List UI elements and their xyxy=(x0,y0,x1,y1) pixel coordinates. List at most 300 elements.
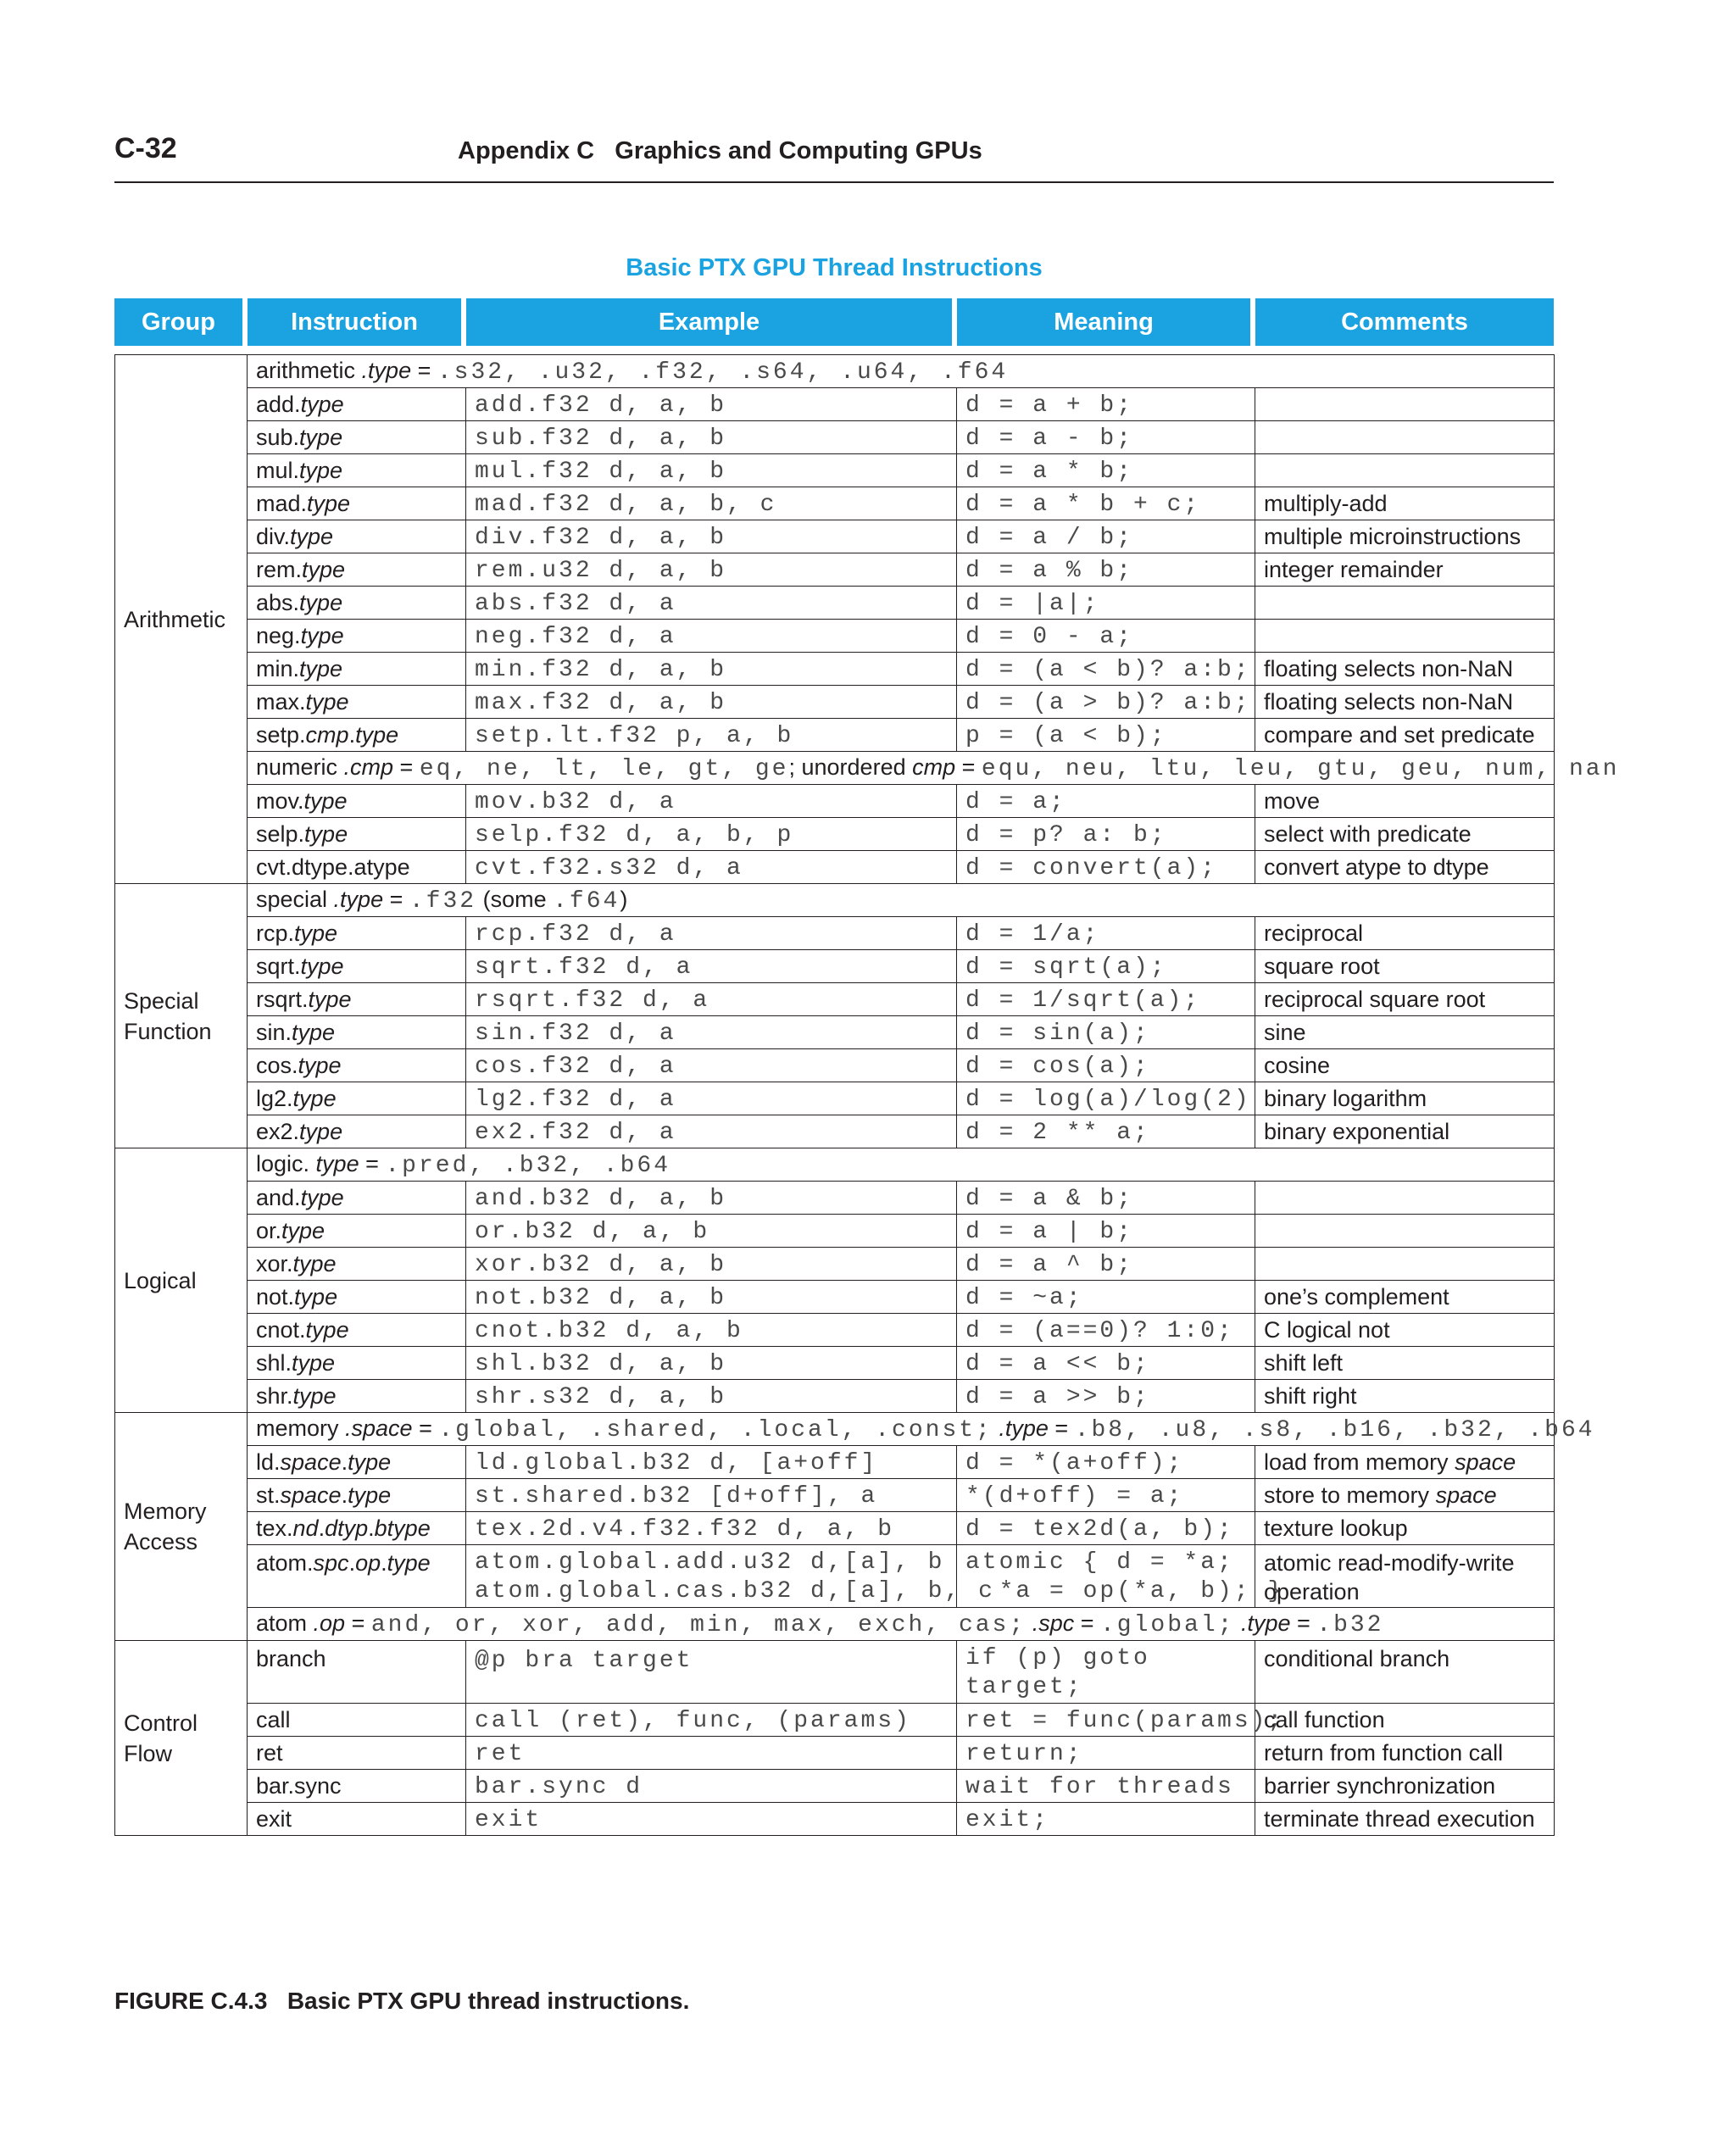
meaning-cell xyxy=(957,520,1255,553)
group-cell: Logical xyxy=(115,1148,248,1413)
meaning-cell xyxy=(957,1347,1255,1380)
example-text: sin.f32 d, a xyxy=(475,1020,676,1047)
example-cell xyxy=(466,1770,957,1803)
table-row xyxy=(115,421,1555,454)
meaning-cell xyxy=(957,1248,1255,1281)
instruction-cell xyxy=(248,983,466,1016)
text-run: type xyxy=(307,491,351,516)
text-run: type xyxy=(294,920,338,946)
instruction-cell xyxy=(248,421,466,454)
instruction-cell xyxy=(248,1803,466,1836)
text-run: not. xyxy=(256,1284,295,1310)
text-run: and. xyxy=(256,1185,301,1210)
example-text: abs.f32 d, a xyxy=(475,590,676,617)
text-run: = xyxy=(383,886,409,912)
table-row xyxy=(115,1281,1555,1314)
text-run: setp. xyxy=(256,722,306,748)
example-cell xyxy=(466,1182,957,1215)
meaning-cell xyxy=(957,1545,1285,1608)
meaning-text: d = a % b; xyxy=(965,557,1134,584)
instruction-cell xyxy=(248,520,466,553)
table-row xyxy=(115,1479,1555,1512)
example-text: st.shared.b32 [d+off], a xyxy=(475,1482,878,1510)
text-run: equ, neu, ltu, leu, gtu, geu, num, nan xyxy=(981,755,1620,782)
text-run: ; unordered xyxy=(788,754,913,780)
comment-cell: reciprocal square root xyxy=(1255,983,1555,1016)
text-run: type xyxy=(299,425,343,450)
column-header-example: Example xyxy=(466,298,952,346)
example-text: shl.b32 d, a, b xyxy=(475,1350,727,1377)
text-run: xor. xyxy=(256,1251,293,1276)
text-run: .b32 xyxy=(1316,1611,1384,1638)
comment-cell: select with predicate xyxy=(1255,818,1555,851)
text-run: btype xyxy=(374,1515,431,1541)
example-text: max.f32 d, a, b xyxy=(475,689,727,716)
meaning-text: d = a - b; xyxy=(965,425,1134,452)
table-row xyxy=(115,1704,1555,1737)
text-run: mov. xyxy=(256,788,304,814)
meaning-cell xyxy=(957,917,1255,950)
meaning-cell xyxy=(957,983,1255,1016)
example-cell xyxy=(466,1347,957,1380)
cell-line: *a = op(*a, b); } xyxy=(965,1578,1285,1604)
meaning-text: d = (a > b)? a:b; xyxy=(965,689,1251,716)
cell-line: target; xyxy=(965,1674,1083,1700)
comment-cell xyxy=(1255,454,1555,487)
example-text: neg.f32 d, a xyxy=(475,623,676,650)
cell-line: if (p) goto xyxy=(965,1645,1150,1671)
text-run: exit xyxy=(256,1806,292,1832)
example-text: xor.b32 d, a, b xyxy=(475,1251,727,1278)
table-row xyxy=(115,1182,1555,1215)
running-title: Appendix C Graphics and Computing GPUs xyxy=(458,137,982,164)
example-cell xyxy=(466,653,957,686)
example-text: tex.2d.v4.f32.f32 d, a, b xyxy=(475,1515,895,1543)
example-text: exit xyxy=(475,1806,542,1833)
instruction-cell xyxy=(248,1347,466,1380)
text-run: .b8, .u8, .s8, .b16, .b32, .b64 xyxy=(1074,1416,1595,1443)
type-spec-cell xyxy=(248,1413,1595,1446)
meaning-cell xyxy=(957,1314,1255,1347)
example-cell xyxy=(466,686,957,719)
comment-cell: binary logarithm xyxy=(1255,1082,1555,1115)
text-run: cmp xyxy=(305,722,349,748)
instruction-cell xyxy=(248,917,466,950)
text-run: type xyxy=(303,788,348,814)
example-cell xyxy=(466,620,957,653)
meaning-text: d = p? a: b; xyxy=(965,821,1167,848)
table-row xyxy=(115,1446,1555,1479)
example-cell xyxy=(466,587,957,620)
text-run: logic. xyxy=(256,1150,316,1176)
meaning-text: d = log(a)/log(2) xyxy=(965,1086,1251,1113)
example-text: not.b32 d, a, b xyxy=(475,1284,727,1311)
meaning-cell xyxy=(957,1512,1255,1545)
text-run: type xyxy=(305,689,349,715)
table-row xyxy=(115,1641,1555,1704)
text-run: add. xyxy=(256,392,301,417)
meaning-text: d = cos(a); xyxy=(965,1053,1150,1080)
text-run: = xyxy=(411,357,437,383)
text-run: type xyxy=(387,1550,431,1576)
comment-cell: multiply-add xyxy=(1255,487,1555,520)
comment-cell xyxy=(1255,421,1555,454)
type-spec-row xyxy=(115,355,1555,388)
text-run: ret xyxy=(256,1740,283,1766)
example-cell xyxy=(466,1380,957,1413)
text-run: = xyxy=(1074,1610,1100,1636)
text-run: rem. xyxy=(256,557,302,582)
text-run: type xyxy=(302,557,346,582)
example-text: cos.f32 d, a xyxy=(475,1053,676,1080)
page-number: C-32 xyxy=(114,132,177,164)
text-run: and, or, xor, add, min, max, exch, cas; xyxy=(370,1611,1027,1638)
meaning-text: d = 2 ** a; xyxy=(965,1119,1150,1146)
meaning-text: d = sin(a); xyxy=(965,1020,1150,1047)
text-run: type xyxy=(300,392,344,417)
instruction-cell xyxy=(248,587,466,620)
text-run: = xyxy=(393,754,420,780)
meaning-cell xyxy=(957,1479,1255,1512)
meaning-text: d = a + b; xyxy=(965,392,1134,419)
comment-cell: move xyxy=(1255,785,1555,818)
text-run: branch xyxy=(256,1646,326,1671)
example-cell xyxy=(466,388,957,421)
meaning-text: d = a ^ b; xyxy=(965,1251,1134,1278)
comment-cell: sine xyxy=(1255,1016,1555,1049)
comment-cell xyxy=(1255,587,1555,620)
meaning-text: d = a / b; xyxy=(965,524,1134,551)
comment-cell xyxy=(1255,1182,1555,1215)
table-row xyxy=(115,1512,1555,1545)
text-run: type xyxy=(299,458,343,483)
text-run: space xyxy=(280,1482,342,1508)
text-run: .pred, .b32, .b64 xyxy=(385,1152,671,1179)
type-spec-row xyxy=(115,1608,1555,1641)
table-row xyxy=(115,851,1555,884)
example-cell xyxy=(466,1248,957,1281)
text-run: space xyxy=(1435,1482,1497,1508)
text-run: nd xyxy=(292,1515,319,1541)
example-cell xyxy=(466,1512,957,1545)
example-cell xyxy=(466,487,957,520)
table-row xyxy=(115,1803,1555,1836)
example-text: setp.lt.f32 p, a, b xyxy=(475,722,794,749)
text-run: type xyxy=(304,821,348,847)
text-run: type xyxy=(299,590,343,615)
example-cell xyxy=(466,1446,957,1479)
text-run: sqrt. xyxy=(256,954,301,979)
meaning-text: d = *(a+off); xyxy=(965,1449,1184,1476)
instruction-cell xyxy=(248,1737,466,1770)
meaning-text: return; xyxy=(965,1740,1083,1767)
type-spec-row xyxy=(115,752,1555,785)
text-run: eq, ne, lt, le, gt, ge xyxy=(419,755,789,782)
meaning-cell xyxy=(957,1704,1285,1737)
example-text: ld.global.b32 d, [a+off] xyxy=(475,1449,878,1476)
instruction-cell xyxy=(248,1115,466,1148)
example-text: lg2.f32 d, a xyxy=(475,1086,676,1113)
text-run: rcp. xyxy=(256,920,295,946)
text-run: type xyxy=(300,954,344,979)
text-run: ex2. xyxy=(256,1119,300,1144)
example-cell xyxy=(466,1314,957,1347)
text-run: op xyxy=(355,1550,381,1576)
cell-line: atom.global.cas.b32 d,[a], b, c xyxy=(475,1578,995,1604)
example-cell xyxy=(466,553,957,587)
text-run: type xyxy=(348,1449,392,1475)
meaning-text: d = 1/sqrt(a); xyxy=(965,987,1201,1014)
text-run: lg2. xyxy=(256,1086,293,1111)
example-cell xyxy=(466,1737,957,1770)
meaning-cell xyxy=(957,454,1255,487)
instruction-cell xyxy=(248,1182,466,1215)
meaning-cell xyxy=(957,1016,1255,1049)
page-header xyxy=(114,129,1554,183)
table-body xyxy=(115,355,1620,1836)
example-text: cnot.b32 d, a, b xyxy=(475,1317,743,1344)
text-run: .type xyxy=(1240,1610,1291,1636)
type-spec-row xyxy=(115,884,1555,917)
instruction-cell xyxy=(248,1049,466,1082)
comment-cell: C logical not xyxy=(1255,1314,1555,1347)
table-row xyxy=(115,587,1555,620)
comment-cell: return from function call xyxy=(1255,1737,1555,1770)
example-cell xyxy=(466,719,957,752)
comment-cell: floating selects non-NaN xyxy=(1255,686,1555,719)
text-run: . xyxy=(318,1515,326,1541)
text-run: = xyxy=(1048,1415,1075,1441)
text-run xyxy=(1026,1610,1032,1636)
text-run: . xyxy=(381,1550,387,1576)
comment-cell: shift left xyxy=(1255,1347,1555,1380)
meaning-cell xyxy=(957,719,1255,752)
text-run: .global, .shared, .local, .const; xyxy=(438,1416,993,1443)
text-run: memory xyxy=(256,1415,346,1441)
cell-line: atom.global.add.u32 d,[a], b xyxy=(475,1549,945,1576)
example-text: ret xyxy=(475,1740,526,1767)
text-run: . xyxy=(348,722,356,748)
comment-cell: integer remainder xyxy=(1255,553,1555,587)
example-cell xyxy=(466,818,957,851)
text-run: spc xyxy=(313,1550,349,1576)
meaning-text: d = a >> b; xyxy=(965,1383,1150,1410)
text-run: selp. xyxy=(256,821,305,847)
meaning-cell xyxy=(957,1803,1255,1836)
meaning-cell xyxy=(957,421,1255,454)
type-spec-cell xyxy=(248,752,1620,785)
example-cell xyxy=(466,1545,995,1608)
example-text: sqrt.f32 d, a xyxy=(475,954,693,981)
instruction-cell xyxy=(248,620,466,653)
text-run: .spc xyxy=(1032,1610,1075,1636)
meaning-cell xyxy=(957,1115,1255,1148)
meaning-text: *(d+off) = a; xyxy=(965,1482,1184,1510)
text-run: tex. xyxy=(256,1515,293,1541)
example-text: selp.f32 d, a, b, p xyxy=(475,821,794,848)
type-spec-cell xyxy=(248,1148,1555,1182)
text-run: type xyxy=(299,656,343,681)
meaning-cell xyxy=(957,950,1255,983)
meaning-text: d = ~a; xyxy=(965,1284,1083,1311)
meaning-text: d = a; xyxy=(965,788,1066,815)
table-row xyxy=(115,487,1555,520)
instruction-cell xyxy=(248,686,466,719)
table-row xyxy=(115,454,1555,487)
text-run: type xyxy=(308,987,352,1012)
meaning-cell xyxy=(957,1281,1255,1314)
example-cell xyxy=(466,785,957,818)
example-text: shr.s32 d, a, b xyxy=(475,1383,727,1410)
comment-cell xyxy=(1255,1446,1555,1479)
instruction-cell xyxy=(248,388,466,421)
comment-cell xyxy=(1255,620,1555,653)
text-run: type xyxy=(300,623,344,648)
meaning-text: d = a | b; xyxy=(965,1218,1134,1245)
example-text: sub.f32 d, a, b xyxy=(475,425,727,452)
text-run: .cmp xyxy=(343,754,394,780)
example-cell xyxy=(466,1479,957,1512)
table-row xyxy=(115,818,1555,851)
text-run: arithmetic xyxy=(256,357,362,383)
meaning-text: d = convert(a); xyxy=(965,854,1218,881)
meaning-cell xyxy=(957,818,1255,851)
instruction-cell xyxy=(248,1641,466,1704)
table-row xyxy=(115,1314,1555,1347)
meaning-text: d = 1/a; xyxy=(965,920,1100,948)
instruction-cell xyxy=(248,1512,466,1545)
text-run: .f64 xyxy=(553,887,620,915)
instruction-cell xyxy=(248,1479,466,1512)
text-run: type xyxy=(305,1317,349,1343)
instruction-cell xyxy=(248,1770,466,1803)
instruction-cell xyxy=(248,851,466,884)
example-cell xyxy=(466,1704,957,1737)
text-run: shl. xyxy=(256,1350,292,1376)
table-row xyxy=(115,983,1555,1016)
cell-line: atomic { d = *a; xyxy=(965,1549,1234,1576)
table-row xyxy=(115,917,1555,950)
example-text: ex2.f32 d, a xyxy=(475,1119,676,1146)
text-run: store to memory xyxy=(1264,1482,1436,1508)
instruction-cell xyxy=(248,553,466,587)
text-run: cnot. xyxy=(256,1317,306,1343)
example-text: @p bra target xyxy=(475,1648,693,1674)
meaning-cell xyxy=(957,653,1255,686)
text-run: .f32 xyxy=(409,887,477,915)
table-row xyxy=(115,1049,1555,1082)
meaning-text: wait for threads xyxy=(965,1773,1234,1800)
meaning-text: ret = func(params); xyxy=(965,1707,1285,1734)
text-run: neg. xyxy=(256,623,301,648)
instruction-cell xyxy=(248,1281,466,1314)
meaning-text: d = a * b; xyxy=(965,458,1134,485)
comment-cell: square root xyxy=(1255,950,1555,983)
instruction-cell xyxy=(248,653,466,686)
table-row xyxy=(115,1082,1555,1115)
instruction-cell xyxy=(248,950,466,983)
example-text: div.f32 d, a, b xyxy=(475,524,727,551)
table-row xyxy=(115,1115,1555,1148)
meaning-cell xyxy=(957,1737,1255,1770)
column-header-comments: Comments xyxy=(1255,298,1554,346)
text-run: dtyp xyxy=(325,1515,369,1541)
meaning-text: d = |a|; xyxy=(965,590,1100,617)
meaning-cell xyxy=(957,388,1255,421)
type-spec-row xyxy=(115,1413,1555,1446)
text-run: type xyxy=(292,1383,337,1409)
comment-cell xyxy=(1255,1545,1555,1608)
ptx-instruction-table xyxy=(114,354,1620,1836)
comment-cell: reciprocal xyxy=(1255,917,1555,950)
instruction-cell xyxy=(248,818,466,851)
text-run: type xyxy=(315,1150,359,1176)
text-run: max. xyxy=(256,689,306,715)
example-cell xyxy=(466,1049,957,1082)
text-run: mad. xyxy=(256,491,308,516)
comment-cell: one’s complement xyxy=(1255,1281,1555,1314)
instruction-cell xyxy=(248,1545,466,1608)
comment-cell: binary exponential xyxy=(1255,1115,1555,1148)
meaning-text: d = (a < b)? a:b; xyxy=(965,656,1251,683)
text-run: .op xyxy=(313,1610,346,1636)
text-run: special xyxy=(256,886,334,912)
table-row xyxy=(115,620,1555,653)
group-cell: Special Function xyxy=(115,884,248,1148)
text-run: atom xyxy=(256,1610,314,1636)
text-run: min. xyxy=(256,656,300,681)
text-run: div. xyxy=(256,524,291,549)
example-cell xyxy=(466,454,957,487)
meaning-cell xyxy=(957,1380,1255,1413)
text-run: (some xyxy=(476,886,554,912)
text-run: numeric xyxy=(256,754,344,780)
meaning-cell xyxy=(957,1641,1255,1704)
example-text: min.f32 d, a, b xyxy=(475,656,727,683)
meaning-cell xyxy=(957,553,1255,587)
table-row xyxy=(115,1016,1555,1049)
meaning-text: d = tex2d(a, b); xyxy=(965,1515,1234,1543)
comment-cell: conditional branch xyxy=(1255,1641,1555,1704)
table-row xyxy=(115,686,1555,719)
meaning-cell xyxy=(957,1215,1255,1248)
comment-cell xyxy=(1255,388,1555,421)
text-run: . xyxy=(348,1550,356,1576)
example-cell xyxy=(466,917,957,950)
instruction-cell xyxy=(248,1215,466,1248)
table-row xyxy=(115,719,1555,752)
instruction-cell xyxy=(248,1016,466,1049)
meaning-cell xyxy=(957,620,1255,653)
example-cell xyxy=(466,1803,957,1836)
meaning-text: exit; xyxy=(965,1806,1050,1833)
table-row xyxy=(115,388,1555,421)
text-run: . xyxy=(341,1449,348,1475)
example-text: rsqrt.f32 d, a xyxy=(475,987,710,1014)
example-text: rem.u32 d, a, b xyxy=(475,557,727,584)
text-run: type xyxy=(281,1218,326,1243)
example-text: or.b32 d, a, b xyxy=(475,1218,710,1245)
meaning-cell xyxy=(957,785,1255,818)
meaning-text: d = (a==0)? 1:0; xyxy=(965,1317,1234,1344)
text-run: = xyxy=(345,1610,371,1636)
comment-cell xyxy=(1255,1479,1555,1512)
table-row xyxy=(115,1770,1555,1803)
comment-cell: terminate thread execution xyxy=(1255,1803,1555,1836)
text-run: = xyxy=(412,1415,439,1441)
text-run: sin. xyxy=(256,1020,292,1045)
text-run: type xyxy=(292,1350,336,1376)
